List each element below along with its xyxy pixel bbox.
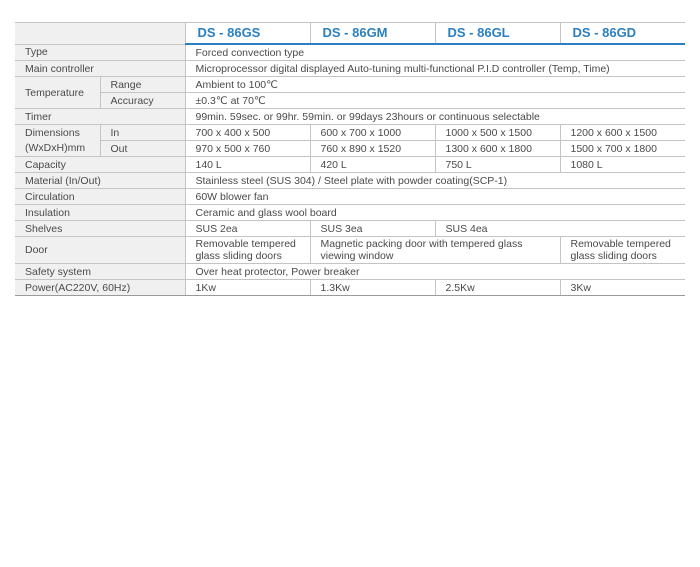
cell-value: SUS 4ea: [435, 221, 685, 237]
row-value: Stainless steel (SUS 304) / Steel plate with powder coating(SCP-1): [185, 173, 685, 189]
row-value: Over heat protector, Power breaker: [185, 264, 685, 280]
model-header-gl: DS - 86GL: [435, 23, 560, 45]
cell-value: 1.3Kw: [310, 280, 435, 296]
header-row: [15, 23, 685, 45]
row-capacity: [15, 157, 685, 173]
row-value: Forced convection type: [185, 44, 685, 61]
row-label: Door: [15, 237, 185, 264]
cell-value: 600 x 700 x 1000: [310, 125, 435, 141]
sub-label-in: In: [100, 125, 185, 141]
cell-value: 1Kw: [185, 280, 310, 296]
cell-value: SUS 3ea: [310, 221, 435, 237]
row-label: Insulation: [15, 205, 185, 221]
row-type: [15, 44, 685, 61]
cell-value: 760 x 890 x 1520: [310, 141, 435, 157]
spec-table: [15, 22, 685, 296]
row-dimensions-in: [15, 125, 685, 141]
dimensions-label-line1: Dimensions: [25, 126, 80, 139]
model-header-gs: DS - 86GS: [185, 23, 310, 45]
cell-value: 1500 x 700 x 1800: [560, 141, 685, 157]
row-label: Circulation: [15, 189, 185, 205]
sub-label-out: Out: [100, 141, 185, 157]
model-header-gd: DS - 86GD: [560, 23, 685, 45]
row-temperature-accuracy: [15, 93, 685, 109]
cell-value: 140 L: [185, 157, 310, 173]
cell-value: 750 L: [435, 157, 560, 173]
row-value: Ceramic and glass wool board: [185, 205, 685, 221]
row-temperature-range: [15, 77, 685, 93]
row-shelves: [15, 221, 685, 237]
row-value: ±0.3℃ at 70℃: [185, 93, 685, 109]
sub-label-range: Range: [100, 77, 185, 93]
row-safety: [15, 264, 685, 280]
row-power: [15, 280, 685, 296]
row-controller: [15, 61, 685, 77]
cell-value-door-gd: Removable tempered glass sliding doors: [560, 237, 685, 264]
header-blank-cell: [15, 23, 185, 45]
cell-value: 1300 x 600 x 1800: [435, 141, 560, 157]
row-label: Timer: [15, 109, 185, 125]
cell-value: 970 x 500 x 760: [185, 141, 310, 157]
cell-value: 2.5Kw: [435, 280, 560, 296]
row-circulation: [15, 189, 685, 205]
row-label: Safety system: [15, 264, 185, 280]
cell-value: 1080 L: [560, 157, 685, 173]
row-value: Microprocessor digital displayed Auto-tuning multi-functional P.I.D controller (Temp, Time): [185, 61, 685, 77]
row-value: 60W blower fan: [185, 189, 685, 205]
row-label-dimensions: [15, 125, 100, 157]
row-door: [15, 237, 685, 264]
row-dimensions-out: [15, 141, 685, 157]
row-label: Type: [15, 44, 185, 61]
row-material: [15, 173, 685, 189]
row-value: Ambient to 100℃: [185, 77, 685, 93]
sub-label-accuracy: Accuracy: [100, 93, 185, 109]
row-insulation: [15, 205, 685, 221]
cell-value: 1200 x 600 x 1500: [560, 125, 685, 141]
cell-value: 420 L: [310, 157, 435, 173]
cell-value: 1000 x 500 x 1500: [435, 125, 560, 141]
row-label: Material (In/Out): [15, 173, 185, 189]
spec-table-container: [15, 22, 685, 296]
row-label: Capacity: [15, 157, 185, 173]
cell-value: 3Kw: [560, 280, 685, 296]
model-header-gm: DS - 86GM: [310, 23, 435, 45]
cell-value-door-gm-gl: Magnetic packing door with tempered glass viewing window: [310, 237, 560, 264]
row-value: 99min. 59sec. or 99hr. 59min. or 99days 23hours or continuous selectable: [185, 109, 685, 125]
row-label: Main controller: [15, 61, 185, 77]
cell-value-door-gs: Removable tempered glass sliding doors: [185, 237, 310, 264]
row-label: Power(AC220V, 60Hz): [15, 280, 185, 296]
row-label-temperature: Temperature: [15, 77, 100, 109]
cell-value: SUS 2ea: [185, 221, 310, 237]
dimensions-label-line2: (WxDxH)mm: [25, 141, 86, 154]
row-timer: [15, 109, 685, 125]
cell-value: 700 x 400 x 500: [185, 125, 310, 141]
row-label: Shelves: [15, 221, 185, 237]
